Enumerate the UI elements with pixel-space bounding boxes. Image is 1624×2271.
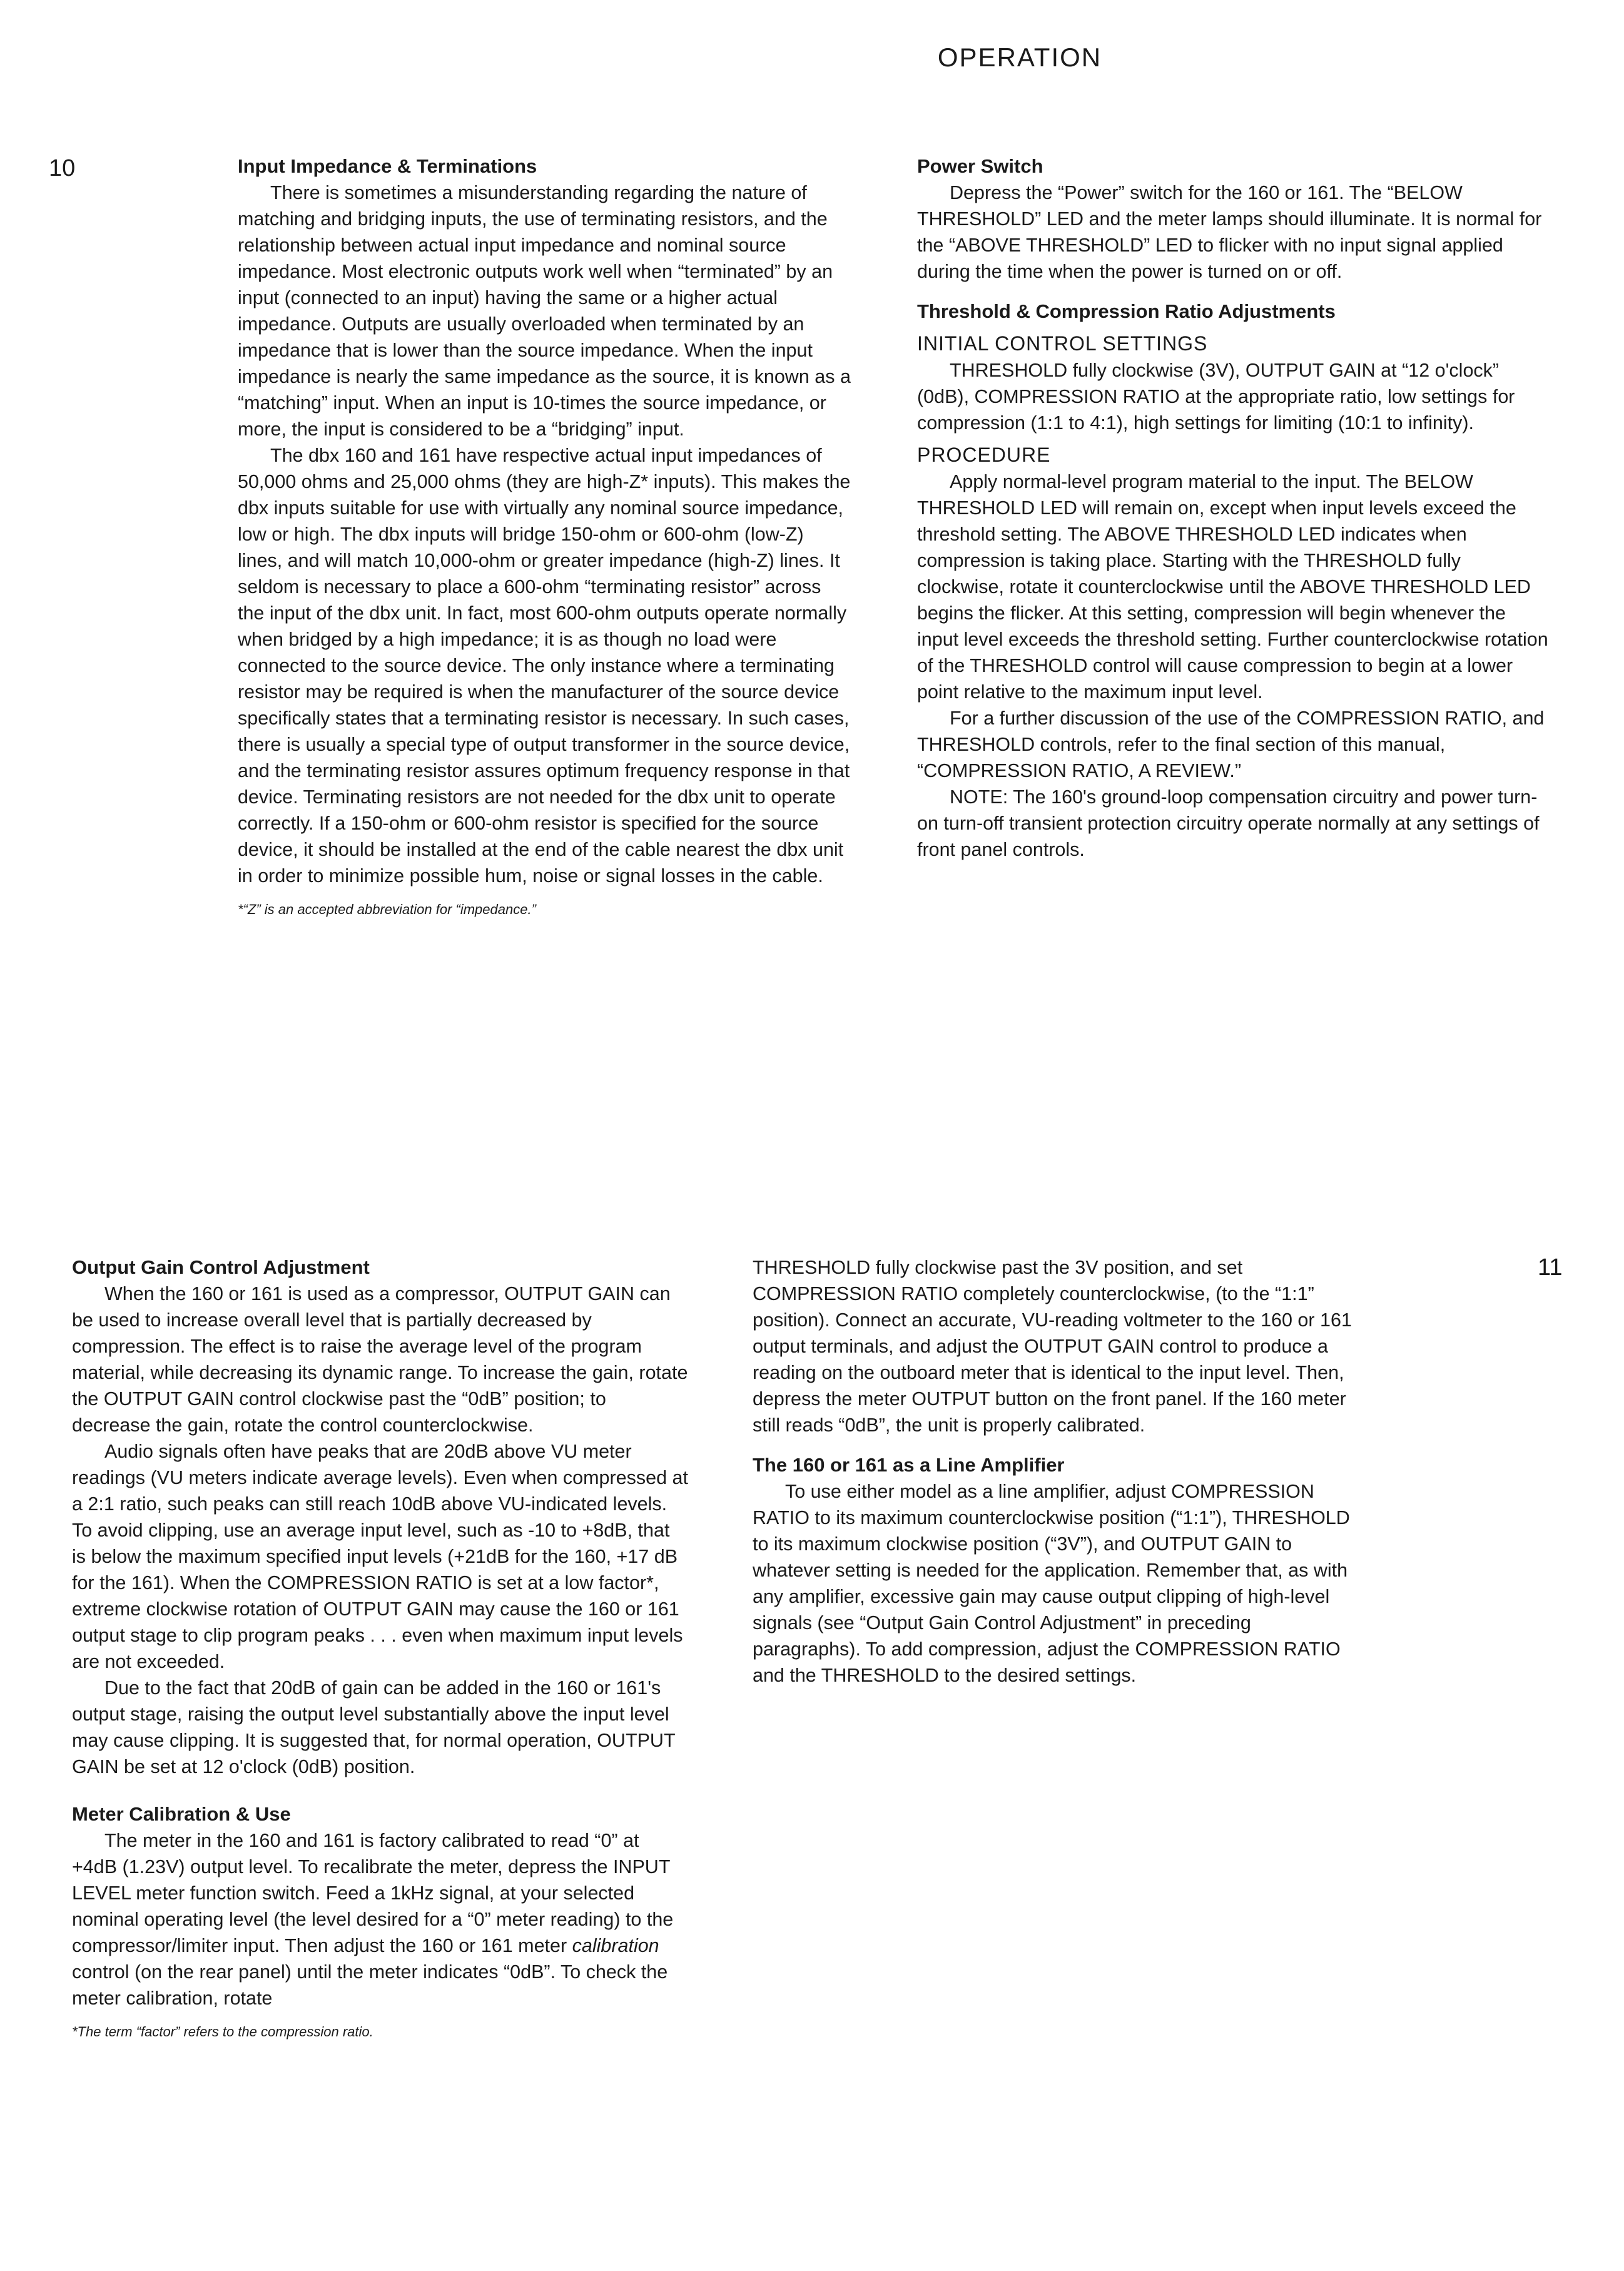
section-heading-input-impedance: Input Impedance & Terminations xyxy=(238,155,537,177)
paragraph: There is sometimes a misunderstanding regarding the nature of matching and bridging inputs, the use of terminating resistors, and the relationship between actual input impedance and nominal source impedance. Most electronic outputs work well when “terminated” by an input (connected to an input) having the same or a higher actual impedance. Outputs are usually overloaded when terminated by an impedance that is lower than the source impedance. When the input impedance is nearly the same impedance as the source, it is known as a “matching” input. When an input is 10-times the source impedance, or more, the input is considered to be a “bridging” input. xyxy=(238,182,851,440)
paragraph: For a further discussion of the use of the COMPRESSION RATIO, and THRESHOLD controls, refer to the final section of this manual, “COMPRESSION RATIO, A REVIEW.” xyxy=(917,708,1545,781)
section-heading-power-switch: Power Switch xyxy=(917,155,1043,177)
paragraph: When the 160 or 161 is used as a compressor, OUTPUT GAIN can be used to increase overall level that is partially decreased by compression. The effect is to raise the average level of the program material, while decreasing its dynamic range. To increase the gain, rotate the OUTPUT GAIN control clockwise past the “0dB” position; to decrease the gain, rotate the control counterclockwise. xyxy=(72,1283,688,1436)
text-run: The meter in the 160 and 161 is factory calibrated to read “0” at +4dB (1.23V) output level. To recalibrate the meter, depress the INPUT LEVEL meter function switch. Feed a 1kHz signal, at your selected nominal operating level (the level desired for a “0” meter reading) to the compressor/limiter input. Then adjust the 160 or 161 meter xyxy=(72,1830,674,1956)
section-heading-meter-calibration: Meter Calibration & Use xyxy=(72,1803,291,1825)
text-run: control (on the rear panel) until the meter indicates “0dB”. To check the meter calibration, rotate xyxy=(72,1961,668,2009)
lower-right-column xyxy=(753,1254,1359,1689)
section-heading-output-gain: Output Gain Control Adjustment xyxy=(72,1256,370,1278)
paragraph: NOTE: The 160's ground-loop compensation circuitry and power turn-on turn-off transient protection circuitry operate normally at any settings of front panel controls. xyxy=(917,786,1540,860)
subheading-procedure: PROCEDURE xyxy=(917,444,1051,466)
lower-left-column xyxy=(72,1254,688,2045)
section-heading-line-amplifier: The 160 or 161 as a Line Amplifier xyxy=(753,1454,1065,1476)
paragraph: THRESHOLD fully clockwise past the 3V position, and set COMPRESSION RATIO completely counterclockwise, (to the “1:1” position). Connect an accurate, VU-reading voltmeter to the 160 or 161 output terminals, and adjust the OUTPUT GAIN control to produce a reading on the outboard meter that is identical to the input level. Then, depress the meter OUTPUT button on the front panel. If the 160 meter still reads “0dB”, the unit is properly calibrated. xyxy=(753,1257,1352,1436)
paragraph: Apply normal-level program material to the input. The BELOW THRESHOLD LED will remain on, except when input levels exceed the threshold setting. The ABOVE THRESHOLD LED indicates when compression is taking place. Starting with the THRESHOLD fully clockwise, rotate it counterclockwise until the ABOVE THRESHOLD LED begins the flicker. At this setting, compression will begin whenever the input level exceeds the threshold setting. Further counterclockwise rotation of the THRESHOLD control will cause compression to begin at a lower point relative to the maximum input level. xyxy=(917,471,1548,703)
paragraph: To use either model as a line amplifier, adjust COMPRESSION RATIO to its maximum counterclockwise position (“1:1”), THRESHOLD to its maximum clockwise position (“3V”), and OUTPUT GAIN to whatever setting is needed for the application. Remember that, as with any amplifier, excessive gain may cause output clipping of high-level signals (see “Output Gain Control Adjustment” in preceding paragraphs). To add compression, adjust the COMPRESSION RATIO and the THRESHOLD to the desired settings. xyxy=(753,1481,1350,1686)
paragraph: The dbx 160 and 161 have respective actual input impedances of 50,000 ohms and 25,000 ohms (they are high-Z* inputs). This makes the dbx inputs suitable for use with virtually any nominal source impedance, low or high. The dbx inputs will bridge 150-ohm or 600-ohm (low-Z) lines, and will match 10,000-ohm or greater impedance (high-Z) lines. It seldom is necessary to place a 600-ohm “terminating resistor” across the input of the dbx unit. In fact, most 600-ohm outputs operate normally when bridged by a high impedance; it is as though no load were connected to the source device. The only instance where a terminating resistor may be required is when the manufacturer of the source device specifically states that a terminating resistor is necessary. In such cases, there is usually a special type of output transformer in the source device, and the terminating resistor assures optimum frequency response in that device. Terminating resistors are not needed for the dbx unit to operate correctly. If a 150-ohm or 600-ohm resistor is specified for the source device, it should be installed at the end of the cable nearest the dbx unit in order to minimize possible hum, noise or signal losses in the cable. xyxy=(238,445,851,887)
section-heading-threshold: Threshold & Compression Ratio Adjustments xyxy=(917,300,1336,322)
page-number-right: 11 xyxy=(1538,1254,1563,1281)
footnote: *The term “factor” refers to the compression ratio. xyxy=(72,2024,373,2040)
paragraph: Depress the “Power” switch for the 160 or 161. The “BELOW THRESHOLD” LED and the meter lamps should illuminate. It is normal for the “ABOVE THRESHOLD” LED to flicker with no input signal applied during the time when the power is turned on or off. xyxy=(917,182,1542,282)
footnote: *“Z” is an accepted abbreviation for “impedance.” xyxy=(238,902,536,917)
page-number-left: 10 xyxy=(49,155,76,181)
paragraph: Audio signals often have peaks that are 20dB above VU meter readings (VU meters indicate average levels). Even when compressed at a 2:1 ratio, such peaks can still reach 10dB above VU-indicated levels. To avoid clipping, use an average input level, such as -10 to +8dB, that is below the maximum specified input levels (+21dB for the 160, +17 dB for the 161). When the COMPRESSION RATIO is set at a low factor*, extreme clockwise rotation of OUTPUT GAIN may cause the 160 or 161 output stage to clip program peaks . . . even when maximum input levels are not exceeded. xyxy=(72,1441,688,1672)
subheading-initial-control-settings: INITIAL CONTROL SETTINGS xyxy=(917,332,1208,355)
upper-right-column xyxy=(917,153,1549,863)
upper-left-column xyxy=(238,153,851,923)
paragraph xyxy=(72,1827,688,2011)
emphasis-calibration: calibration xyxy=(572,1935,659,1956)
paragraph: THRESHOLD fully clockwise (3V), OUTPUT GAIN at “12 o'clock” (0dB), COMPRESSION RATIO at the appropriate ratio, low settings for compression (1:1 to 4:1), high settings for limiting (10:1 to infinity). xyxy=(917,360,1515,434)
page-title: OPERATION xyxy=(937,43,1102,72)
paragraph: Due to the fact that 20dB of gain can be added in the 160 or 161's output stage, raising the output level substantially above the input level may cause clipping. It is suggested that, for normal operation, OUTPUT GAIN be set at 12 o'clock (0dB) position. xyxy=(72,1677,676,1777)
